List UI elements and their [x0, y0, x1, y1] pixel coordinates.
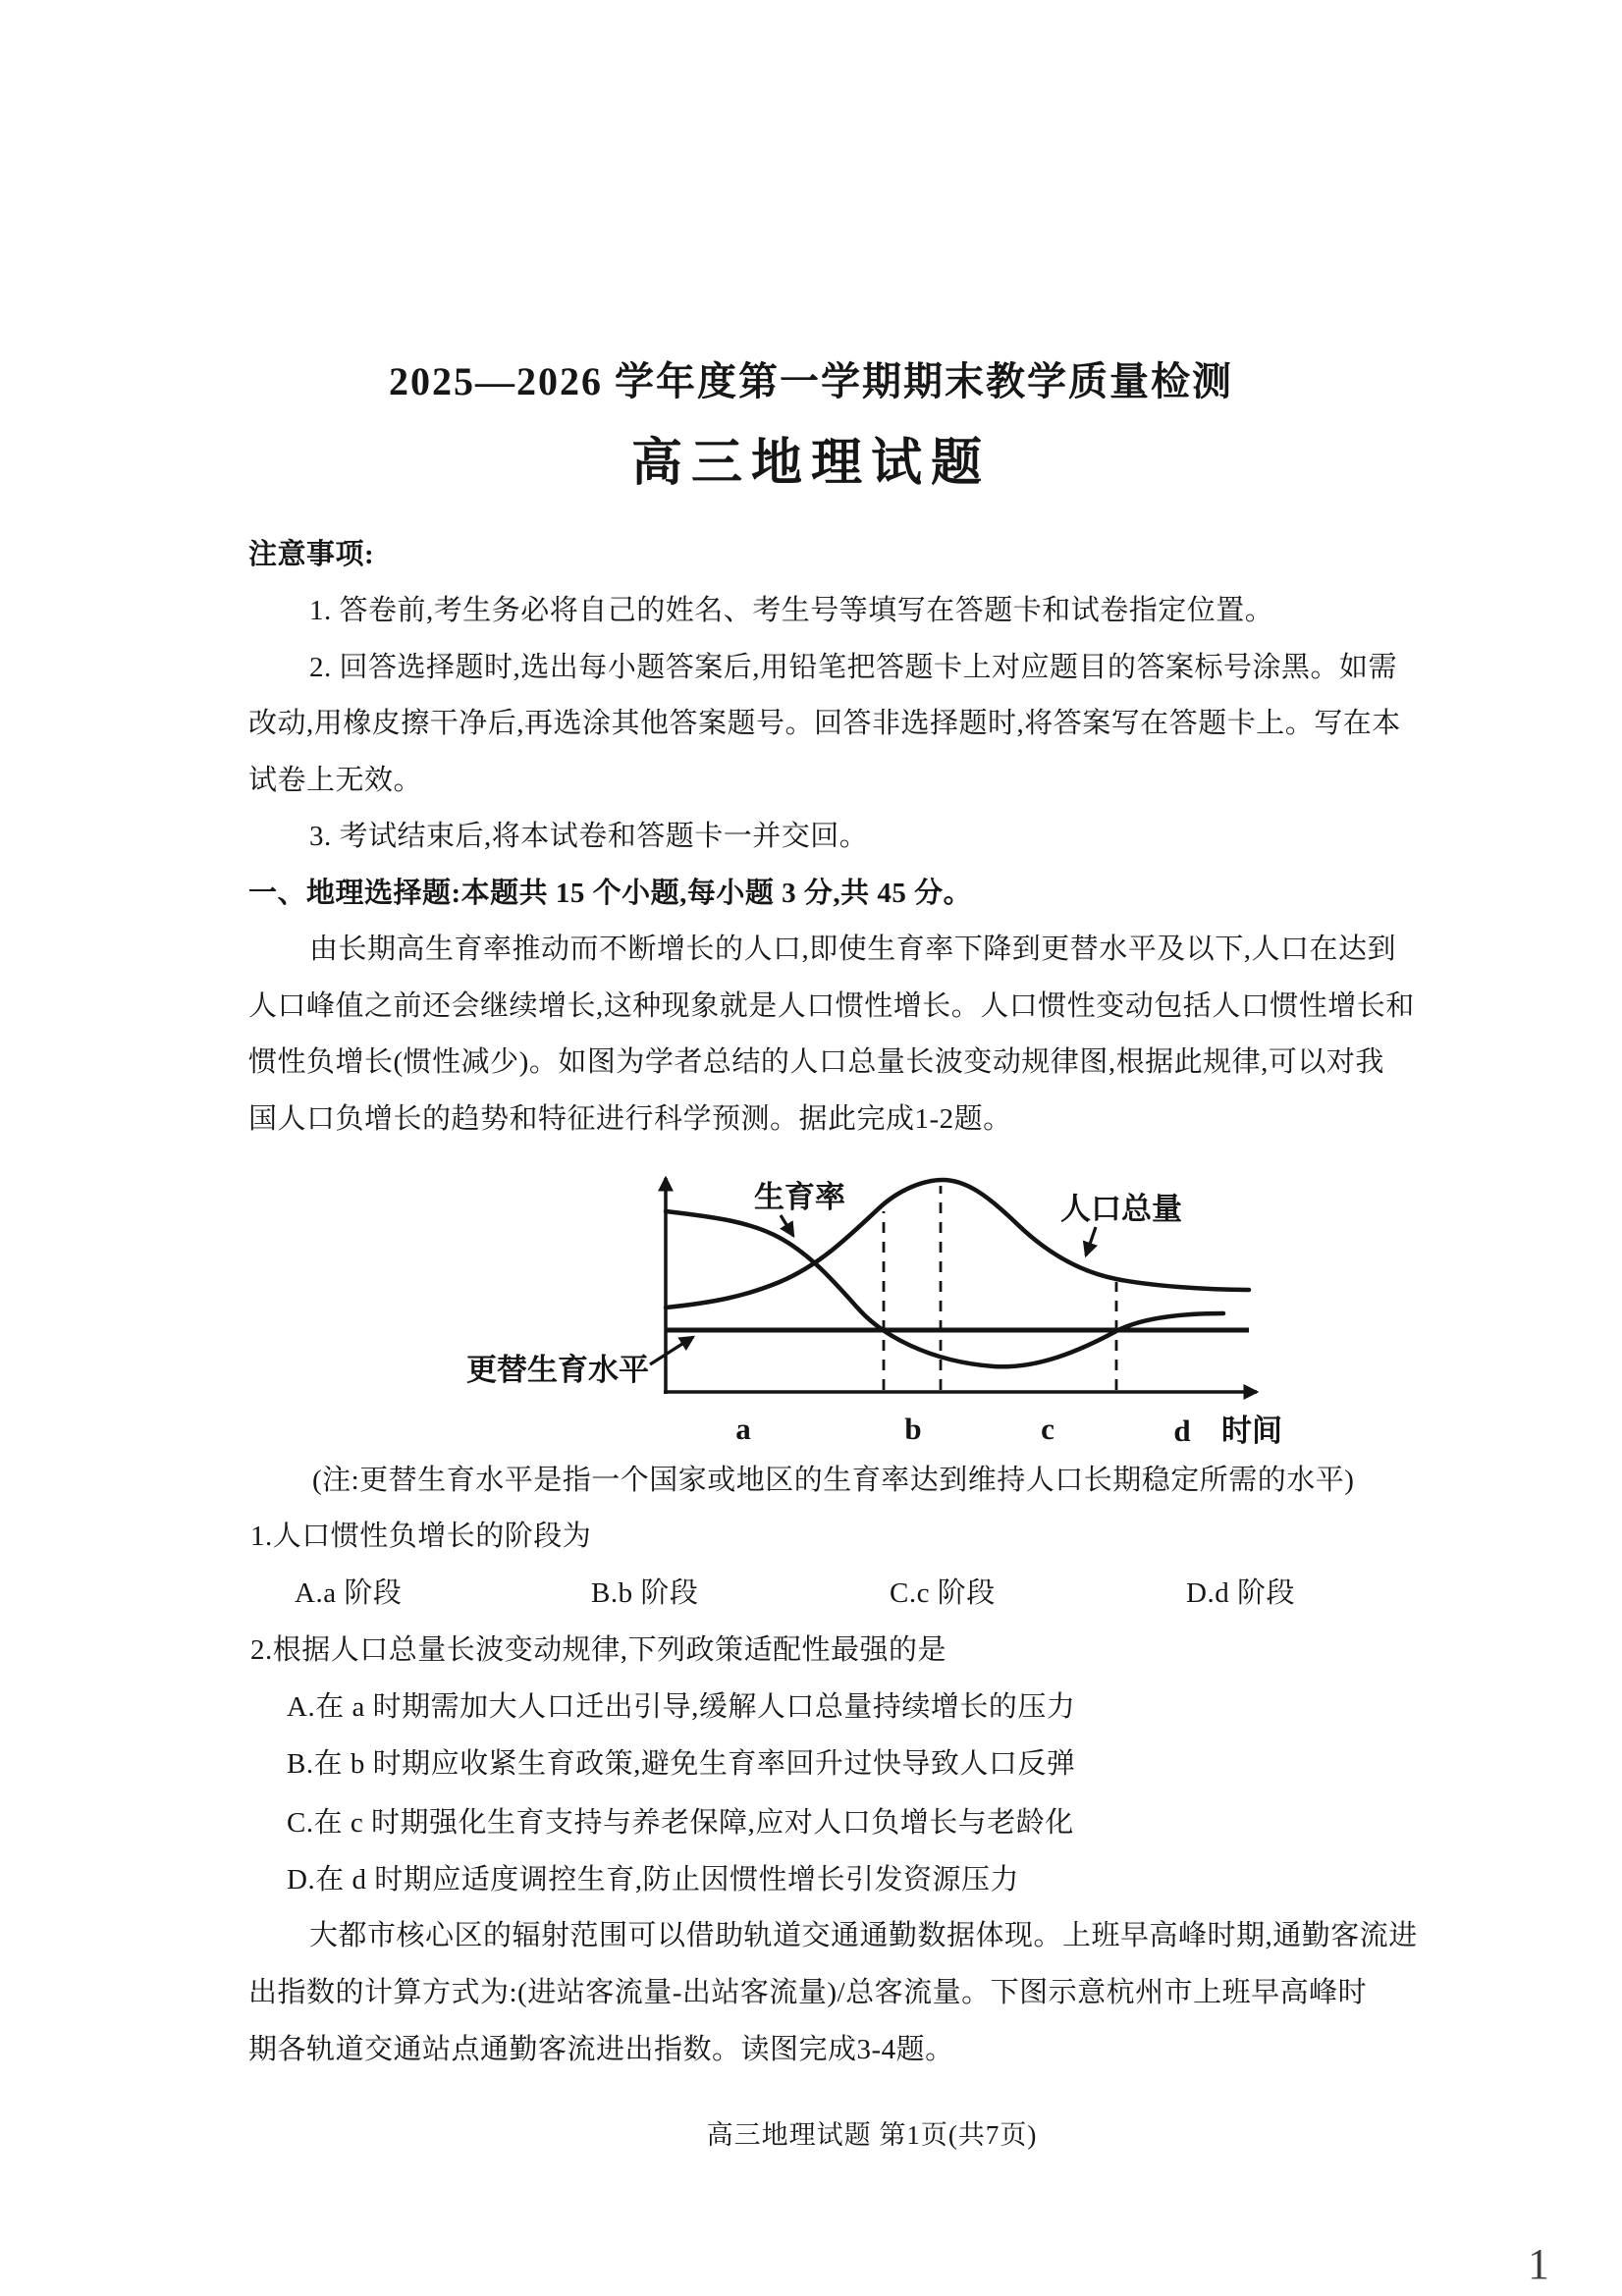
fertility-label-arrow	[781, 1215, 793, 1236]
time-axis-label: 时间	[1221, 1414, 1282, 1448]
passage-line: 人口峰值之前还会继续增长,这种现象就是人口惯性增长。人口惯性变动包括人口惯性增长和	[248, 990, 1415, 1022]
question-option: A.在 a 时期需加大人口迁出引导,缓解人口总量持续增长的压力	[287, 1691, 1076, 1723]
exam-session-title: 2025—2026 学年度第一学期期末教学质量检测	[389, 359, 1233, 403]
replacement-level-label: 更替生育水平	[466, 1353, 649, 1387]
passage-line: 大都市核心区的辐射范围可以借助轨道交通通勤数据体现。上班早高峰时期,通勤客流进	[309, 1920, 1418, 1951]
section-header: 一、地理选择题:本题共 15 个小题,每小题 3 分,共 45 分。	[248, 878, 973, 909]
question-option: C.在 c 时期强化生育支持与养老保障,应对人口负增长与老龄化	[287, 1807, 1074, 1839]
stage-a-label: a	[735, 1412, 751, 1446]
passage-line: 出指数的计算方式为:(进站客流量-出站客流量)/总客流量。下图示意杭州市上班早高峰时	[248, 1977, 1368, 2008]
question-option: C.c 阶段	[890, 1577, 996, 1609]
passage-line: 国人口负增长的趋势和特征进行科学预测。据此完成1-2题。	[248, 1103, 1012, 1135]
question-option: D.在 d 时期应适度调控生育,防止因惯性增长引发资源压力	[287, 1864, 1019, 1896]
chart-note: (注:更替生育水平是指一个国家或地区的生育率达到维持人口长期稳定所需的水平)	[312, 1465, 1355, 1496]
notice-line: 改动,用橡皮擦干净后,再选涂其他答案题号。回答非选择题时,将答案写在答题卡上。写在本	[248, 708, 1401, 739]
exam-paper-title: 高三地理试题	[630, 436, 991, 492]
stage-b-label: b	[904, 1412, 922, 1446]
passage-line: 由长期高生育率推动而不断增长的人口,即使生育率下降到更替水平及以下,人口在达到	[309, 934, 1397, 965]
notice-line: 试卷上无效。	[248, 765, 423, 796]
question-option: D.d 阶段	[1186, 1577, 1295, 1609]
question-option: B.在 b 时期应收紧生育政策,避免生育率回升过快导致人口反弹	[287, 1748, 1076, 1780]
population-longwave-chart	[295, 1158, 1316, 1465]
stage-c-label: c	[1041, 1412, 1054, 1446]
notice-heading: 注意事项:	[248, 539, 375, 570]
replacement-label-arrow	[650, 1337, 693, 1364]
total-population-label: 人口总量	[1060, 1192, 1182, 1226]
question-option: B.b 阶段	[591, 1577, 699, 1609]
fertility-rate-label: 生育率	[754, 1180, 845, 1214]
notice-line: 1. 答卷前,考生务必将自己的姓名、考生号等填写在答题卡和试卷指定位置。	[309, 595, 1274, 626]
page-footer: 高三地理试题 第1页(共7页)	[706, 2120, 1038, 2150]
question-stem: 1.人口惯性负增长的阶段为	[250, 1521, 592, 1552]
page-number: 1	[1528, 2240, 1550, 2288]
notice-line: 3. 考试结束后,将本试卷和答题卡一并交回。	[309, 821, 869, 852]
fertility-rate-curve	[666, 1211, 1223, 1366]
question-option: A.a 阶段	[295, 1577, 403, 1609]
passage-line: 期各轨道交通站点通勤客流进出指数。读图完成3-4题。	[248, 2034, 954, 2065]
notice-line: 2. 回答选择题时,选出每小题答案后,用铅笔把答题卡上对应题目的答案标号涂黑。如需	[309, 652, 1398, 683]
stage-d-label: d	[1173, 1414, 1191, 1448]
question-stem: 2.根据人口总量长波变动规律,下列政策适配性最强的是	[250, 1634, 947, 1666]
passage-line: 惯性负增长(惯性减少)。如图为学者总结的人口总量长波变动规律图,根据此规律,可以对我	[248, 1046, 1384, 1078]
population-label-arrow	[1086, 1227, 1096, 1255]
